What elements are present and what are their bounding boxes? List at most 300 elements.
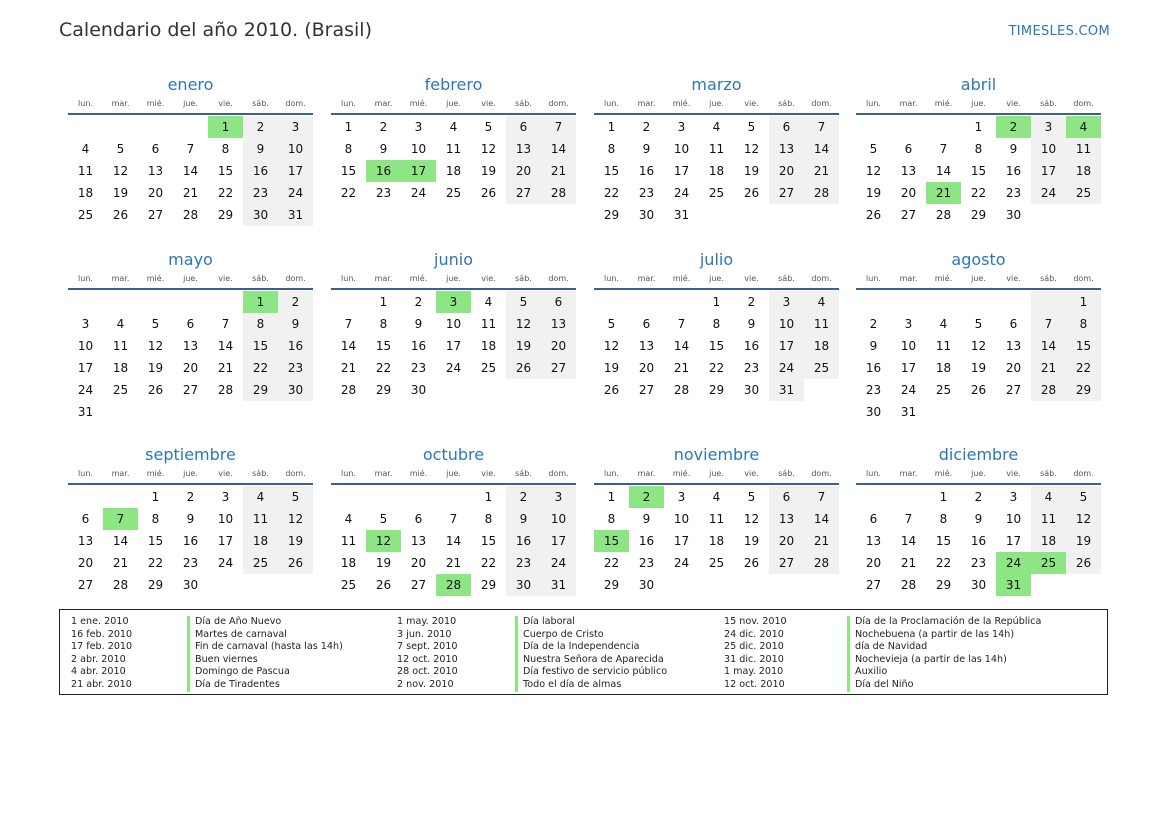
day-cell: 28 [804, 182, 839, 204]
week-row [594, 160, 839, 182]
weekday-label: vie. [481, 99, 496, 108]
day-cell: 26 [480, 186, 497, 200]
day-cell: 10 [1031, 138, 1066, 160]
day-cell: 5 [974, 317, 983, 331]
week-row [331, 138, 576, 160]
day-cell: 13 [900, 164, 917, 178]
day-cell: 20 [147, 186, 164, 200]
week-row [856, 486, 1101, 508]
week-row [856, 508, 1101, 530]
day-cell: 1 [712, 295, 721, 309]
day-cell: 16 [743, 339, 760, 353]
month-block [856, 74, 1101, 226]
day-cell [856, 291, 891, 313]
day-cell: 5 [116, 142, 125, 156]
day-cell: 11 [243, 508, 278, 530]
day-cell: 22 [970, 186, 987, 200]
month-name: febrero [424, 75, 483, 94]
weekday-label: mar. [111, 469, 130, 478]
weekday-label: vie. [744, 274, 759, 283]
day-cell: 20 [1005, 361, 1022, 375]
holiday-name: Día de la Independencia [523, 641, 640, 653]
day-cell: 10 [1005, 512, 1022, 526]
day-cell: 15 [217, 164, 234, 178]
weekday-label: jue. [183, 274, 198, 283]
week-row [68, 530, 313, 552]
weekday-label: mié. [934, 469, 953, 478]
weekday-label: lun. [341, 99, 356, 108]
day-cell: 14 [445, 534, 462, 548]
weekday-label: mar. [899, 274, 918, 283]
day-cell: 18 [1066, 160, 1101, 182]
month-name: noviembre [673, 445, 760, 464]
day-cell: 20 [769, 530, 804, 552]
week-row [594, 552, 839, 574]
day-cell: 6 [1009, 317, 1018, 331]
day-cell: 14 [182, 164, 199, 178]
day-cell: 14 [804, 508, 839, 530]
day-cell: 11 [804, 313, 839, 335]
weekday-label: dom. [1073, 274, 1094, 283]
day-cell: 24 [769, 357, 804, 379]
day-cell: 18 [708, 534, 725, 548]
day-cell: 2 [414, 295, 423, 309]
day-cell: 8 [243, 313, 278, 335]
weekday-label: sáb. [515, 469, 532, 478]
day-cell: 23 [865, 383, 882, 397]
weekday-header [856, 97, 1101, 111]
day-cell: 20 [900, 186, 917, 200]
day-cell: 2 [642, 120, 651, 134]
day-cell [506, 379, 541, 401]
day-cell: 15 [340, 164, 357, 178]
day-cell: 9 [869, 339, 878, 353]
day-cell: 24 [445, 361, 462, 375]
day-cell: 17 [673, 534, 690, 548]
weekday-label: mar. [374, 274, 393, 283]
day-cell: 8 [939, 512, 948, 526]
day-cell: 29 [1066, 379, 1101, 401]
day-cell: 24 [673, 556, 690, 570]
day-cell: 29 [243, 379, 278, 401]
day-cell: 3 [904, 317, 913, 331]
day-cell: 12 [743, 142, 760, 156]
day-cell [243, 401, 278, 423]
day-cell [699, 204, 734, 226]
day-cell [1031, 204, 1066, 226]
holiday-name: Día de Año Nuevo [195, 616, 282, 627]
day-cell [208, 574, 243, 596]
page-title: Calendario del año 2010. (Brasil) [59, 19, 372, 41]
day-cell: 24 [1031, 182, 1066, 204]
weekday-label: vie. [744, 469, 759, 478]
week-row [331, 574, 576, 596]
day-cell: 21 [182, 186, 199, 200]
weekday-label: mar. [637, 469, 656, 478]
weekday-header [856, 467, 1101, 481]
day-cell: 11 [480, 317, 497, 331]
weekday-label: lun. [604, 99, 619, 108]
month-name: abril [960, 75, 997, 94]
day-cell: 2 [996, 116, 1031, 138]
weekday-label: vie. [218, 469, 233, 478]
day-cell: 12 [147, 339, 164, 353]
day-cell: 12 [366, 530, 401, 552]
day-cell [103, 116, 138, 138]
day-cell: 1 [379, 295, 388, 309]
month-block [856, 249, 1101, 423]
day-cell: 11 [1066, 138, 1101, 160]
day-cell [103, 486, 138, 508]
weekday-label: vie. [1006, 469, 1021, 478]
day-cell: 17 [401, 160, 436, 182]
month-name: agosto [951, 250, 1006, 269]
day-cell: 14 [541, 138, 576, 160]
week-row [68, 552, 313, 574]
day-cell: 27 [147, 208, 164, 222]
day-cell: 27 [541, 357, 576, 379]
day-cell: 12 [480, 142, 497, 156]
day-cell: 12 [278, 508, 313, 530]
day-cell: 21 [1031, 357, 1066, 379]
day-cell: 20 [638, 361, 655, 375]
weekday-label: dom. [811, 469, 832, 478]
weekday-label: lun. [78, 99, 93, 108]
brand-link[interactable]: TIMESLES.COM [1008, 24, 1110, 39]
day-cell [629, 291, 664, 313]
holiday-date: 28 oct. 2010 [397, 666, 458, 678]
week-row [856, 160, 1101, 182]
day-cell: 18 [77, 186, 94, 200]
day-cell [1031, 401, 1066, 423]
day-cell: 6 [186, 317, 195, 331]
day-cell: 28 [217, 383, 234, 397]
day-cell: 8 [607, 142, 616, 156]
holiday-dates-column [397, 616, 458, 692]
day-cell [926, 116, 961, 138]
day-cell: 5 [278, 486, 313, 508]
day-cell: 27 [77, 578, 94, 592]
day-cell: 2 [974, 490, 983, 504]
week-row [594, 182, 839, 204]
day-cell: 23 [375, 186, 392, 200]
day-cell: 4 [1066, 116, 1101, 138]
month-block [331, 74, 576, 204]
weekday-label: jue. [446, 99, 461, 108]
day-cell: 15 [147, 534, 164, 548]
day-cell: 5 [869, 142, 878, 156]
holiday-name: Buen viernes [195, 653, 258, 665]
weekday-header [331, 467, 576, 481]
day-cell: 8 [221, 142, 230, 156]
weekday-label: mié. [409, 469, 428, 478]
day-cell: 21 [445, 556, 462, 570]
month-days [331, 116, 576, 204]
day-cell: 15 [935, 534, 952, 548]
day-cell: 19 [865, 186, 882, 200]
holiday-date: 25 dic. 2010 [724, 641, 784, 653]
day-cell: 13 [182, 339, 199, 353]
day-cell: 16 [1005, 164, 1022, 178]
day-cell [856, 486, 891, 508]
day-cell [664, 291, 699, 313]
day-cell: 7 [1031, 313, 1066, 335]
day-cell: 25 [708, 556, 725, 570]
day-cell [68, 116, 103, 138]
day-cell: 1 [1066, 291, 1101, 313]
weekday-label: lun. [866, 274, 881, 283]
day-cell [471, 379, 506, 401]
weekday-label: dom. [285, 274, 306, 283]
day-cell: 28 [673, 383, 690, 397]
holiday-date: 21 abr. 2010 [71, 678, 132, 690]
day-cell: 30 [865, 405, 882, 419]
month-block [68, 249, 313, 423]
day-cell [331, 486, 366, 508]
day-cell: 20 [410, 556, 427, 570]
day-cell: 7 [804, 486, 839, 508]
day-cell [208, 401, 243, 423]
day-cell: 29 [603, 578, 620, 592]
day-cell: 22 [340, 186, 357, 200]
day-cell: 5 [506, 291, 541, 313]
week-row [331, 182, 576, 204]
day-cell: 27 [638, 383, 655, 397]
day-cell [436, 486, 471, 508]
day-cell: 17 [278, 160, 313, 182]
day-cell: 10 [217, 512, 234, 526]
day-cell: 5 [151, 317, 160, 331]
day-cell: 21 [541, 160, 576, 182]
holiday-name: Día de Tiradentes [195, 678, 280, 690]
day-cell [138, 401, 173, 423]
day-cell: 4 [81, 142, 90, 156]
day-cell: 8 [1066, 313, 1101, 335]
day-cell: 9 [642, 142, 651, 156]
day-cell: 29 [708, 383, 725, 397]
day-cell: 15 [1066, 335, 1101, 357]
day-cell: 23 [278, 357, 313, 379]
day-cell: 13 [77, 534, 94, 548]
holiday-names-column [187, 616, 343, 692]
day-cell: 6 [642, 317, 651, 331]
day-cell: 13 [769, 508, 804, 530]
weekday-label: vie. [481, 274, 496, 283]
holiday-date: 1 ene. 2010 [71, 616, 129, 627]
day-cell: 9 [1009, 142, 1018, 156]
day-cell [926, 291, 961, 313]
day-cell [541, 379, 576, 401]
day-cell: 2 [278, 291, 313, 313]
month-divider [68, 483, 313, 485]
day-cell: 10 [769, 313, 804, 335]
week-row [594, 574, 839, 596]
day-cell: 17 [77, 361, 94, 375]
day-cell: 20 [541, 335, 576, 357]
week-row [594, 116, 839, 138]
day-cell: 22 [1066, 357, 1101, 379]
day-cell: 14 [673, 339, 690, 353]
month-name: julio [699, 250, 734, 269]
day-cell: 30 [1005, 208, 1022, 222]
day-cell: 8 [607, 512, 616, 526]
weekday-label: lun. [341, 274, 356, 283]
day-cell: 19 [480, 164, 497, 178]
day-cell: 1 [607, 120, 616, 134]
day-cell: 6 [869, 512, 878, 526]
week-row [331, 530, 576, 552]
day-cell: 25 [804, 357, 839, 379]
day-cell: 29 [935, 578, 952, 592]
day-cell: 10 [673, 512, 690, 526]
holiday-name: Nochevieja (a partir de las 14h) [855, 653, 1007, 665]
holiday-date: 7 sept. 2010 [397, 641, 458, 653]
week-row [331, 379, 576, 401]
day-cell: 5 [747, 120, 756, 134]
day-cell: 4 [804, 291, 839, 313]
day-cell: 11 [340, 534, 357, 548]
day-cell: 28 [900, 578, 917, 592]
day-cell: 12 [1066, 508, 1101, 530]
month-divider [856, 113, 1101, 115]
holiday-name: Martes de carnaval [195, 628, 287, 640]
day-cell [436, 379, 471, 401]
weekday-label: dom. [1073, 99, 1094, 108]
day-cell: 30 [638, 578, 655, 592]
day-cell: 3 [1031, 116, 1066, 138]
day-cell: 7 [344, 317, 353, 331]
day-cell: 22 [480, 556, 497, 570]
day-cell [1066, 204, 1101, 226]
day-cell: 30 [638, 208, 655, 222]
day-cell: 26 [112, 208, 129, 222]
month-block [594, 444, 839, 596]
month-days [68, 116, 313, 226]
day-cell: 12 [743, 512, 760, 526]
day-cell [278, 401, 313, 423]
day-cell: 7 [449, 512, 458, 526]
day-cell: 25 [340, 578, 357, 592]
holiday-dates-column [71, 616, 132, 692]
day-cell [173, 291, 208, 313]
month-block [594, 74, 839, 226]
month-divider [331, 288, 576, 290]
week-row [68, 401, 313, 423]
week-row [68, 574, 313, 596]
day-cell: 16 [970, 534, 987, 548]
day-cell: 10 [410, 142, 427, 156]
day-cell: 1 [939, 490, 948, 504]
day-cell: 6 [541, 291, 576, 313]
day-cell: 28 [112, 578, 129, 592]
holiday-date: 1 may. 2010 [724, 666, 784, 678]
day-cell: 29 [375, 383, 392, 397]
day-cell: 20 [182, 361, 199, 375]
week-row [856, 204, 1101, 226]
month-days [594, 291, 839, 401]
weekday-label: mar. [374, 469, 393, 478]
day-cell: 30 [182, 578, 199, 592]
day-cell: 9 [506, 508, 541, 530]
week-row [331, 291, 576, 313]
day-cell: 21 [340, 361, 357, 375]
month-divider [331, 113, 576, 115]
weekday-label: mié. [934, 99, 953, 108]
week-row [68, 335, 313, 357]
week-row [331, 116, 576, 138]
day-cell: 14 [217, 339, 234, 353]
day-cell: 15 [970, 164, 987, 178]
month-divider [856, 483, 1101, 485]
day-cell: 17 [673, 164, 690, 178]
day-cell: 12 [112, 164, 129, 178]
holiday-date: 31 dic. 2010 [724, 653, 784, 665]
day-cell: 29 [217, 208, 234, 222]
day-cell: 31 [900, 405, 917, 419]
day-cell [961, 291, 996, 313]
day-cell: 28 [541, 182, 576, 204]
weekday-label: sáb. [1040, 274, 1057, 283]
week-row [68, 160, 313, 182]
day-cell: 25 [935, 383, 952, 397]
day-cell [769, 574, 804, 596]
holiday-list [59, 609, 1108, 695]
week-row [856, 116, 1101, 138]
holiday-date: 4 abr. 2010 [71, 666, 126, 678]
day-cell: 19 [278, 530, 313, 552]
day-cell: 5 [379, 512, 388, 526]
day-cell [804, 574, 839, 596]
week-row [331, 486, 576, 508]
day-cell: 17 [900, 361, 917, 375]
month-name: marzo [691, 75, 742, 94]
day-cell: 13 [1005, 339, 1022, 353]
day-cell: 17 [769, 335, 804, 357]
day-cell: 26 [1066, 552, 1101, 574]
day-cell: 2 [186, 490, 195, 504]
day-cell: 8 [151, 512, 160, 526]
holiday-dates-column [724, 616, 787, 692]
week-row [331, 160, 576, 182]
day-cell [996, 291, 1031, 313]
weekday-header [856, 272, 1101, 286]
day-cell: 6 [769, 486, 804, 508]
holiday-name: Domingo de Pascua [195, 666, 290, 678]
month-block [856, 444, 1101, 596]
day-cell: 29 [970, 208, 987, 222]
day-cell [804, 379, 839, 401]
month-days [594, 486, 839, 596]
day-cell [891, 291, 926, 313]
day-cell [1066, 401, 1101, 423]
day-cell: 30 [743, 383, 760, 397]
day-cell: 13 [865, 534, 882, 548]
day-cell: 22 [217, 186, 234, 200]
day-cell: 10 [541, 508, 576, 530]
weekday-label: mié. [934, 274, 953, 283]
day-cell: 28 [1031, 379, 1066, 401]
day-cell: 21 [217, 361, 234, 375]
month-name: enero [167, 75, 214, 94]
month-name: junio [434, 250, 473, 269]
day-cell: 9 [186, 512, 195, 526]
day-cell: 30 [243, 204, 278, 226]
day-cell: 27 [182, 383, 199, 397]
week-row [594, 335, 839, 357]
day-cell: 12 [865, 164, 882, 178]
month-days [68, 486, 313, 596]
week-row [68, 379, 313, 401]
